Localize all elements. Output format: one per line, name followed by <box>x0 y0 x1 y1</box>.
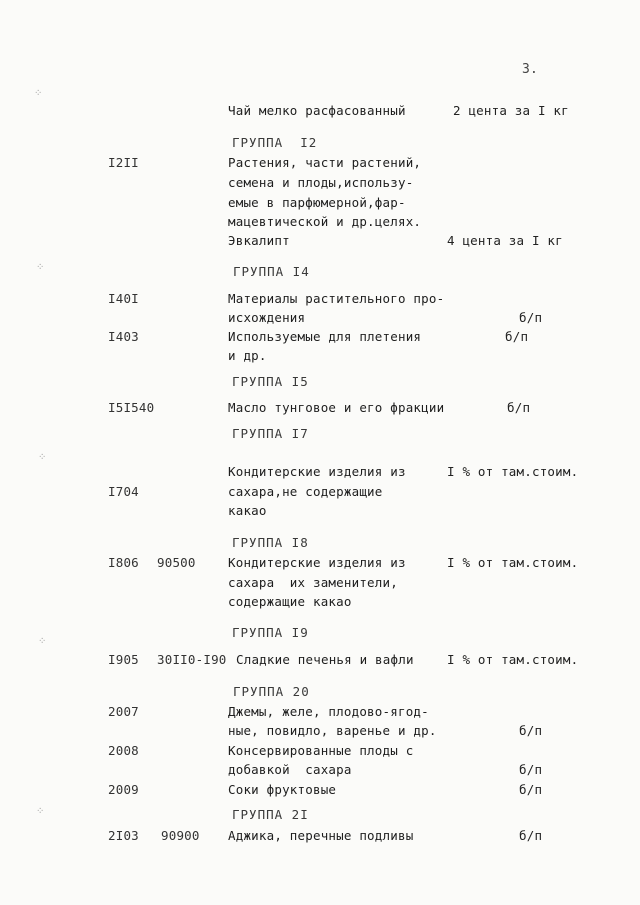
item-rate: б/п <box>505 329 529 344</box>
margin-smudge: ⁘ <box>34 88 43 99</box>
item-description-line: Кондитерские изделия из <box>228 555 406 570</box>
item-code: 2008 <box>108 743 139 758</box>
item-description: Аджика, перечные подливы <box>228 828 414 843</box>
item-description-line: сахара,не содержащие <box>228 484 383 499</box>
item-description-line: сахара их заменители, <box>228 575 398 590</box>
item-code: I2II <box>108 155 139 170</box>
item-subcode: 90900 <box>161 828 200 843</box>
item-description-line: Джемы, желе, плодово-ягод- <box>228 704 429 719</box>
item-description: Соки фруктовые <box>228 782 337 797</box>
item-description-line: Материалы растительного про- <box>228 291 445 306</box>
item-rate: б/п <box>519 723 543 738</box>
group-heading: ГРУППА I7 <box>232 426 309 441</box>
item-description: Сладкие печенья и вафли <box>236 652 414 667</box>
item-description-line: исхождения <box>228 310 306 325</box>
item-subcode: 30II0-I90 <box>157 652 227 667</box>
item-rate: I % от там.стоим. <box>447 464 579 479</box>
item-description-line: семена и плоды,использу- <box>228 175 414 190</box>
item-description-line: добавкой сахара <box>228 762 352 777</box>
item-description-line: Используемые для плетения <box>228 329 422 344</box>
margin-smudge: ⁘ <box>38 452 47 463</box>
group-heading: ГРУППА I5 <box>232 374 309 389</box>
item-description: Масло тунговое и его фракции <box>228 400 445 415</box>
item-code: I403 <box>108 329 139 344</box>
item-rate: б/п <box>507 400 531 415</box>
item-rate: 2 цента за I кг <box>453 103 569 118</box>
item-description-line: содержащие какао <box>228 594 352 609</box>
item-rate: б/п <box>519 828 543 843</box>
item-rate: б/п <box>519 762 543 777</box>
item-rate: I % от там.стоим. <box>447 555 579 570</box>
item-rate: б/п <box>519 310 543 325</box>
margin-smudge: ⁘ <box>36 262 45 273</box>
group-heading: ГРУППА I2 <box>232 135 318 150</box>
item-description-line: Растения, части растений, <box>228 155 422 170</box>
group-heading: ГРУППА I9 <box>232 625 309 640</box>
item-code: 2I03 <box>108 828 139 843</box>
group-heading: ГРУППА 20 <box>233 684 310 699</box>
item-description-line: Консервированные плоды с <box>228 743 414 758</box>
group-heading: ГРУППА I8 <box>232 535 309 550</box>
item-description-line: Кондитерские изделия из <box>228 464 406 479</box>
item-code: I905 <box>108 652 139 667</box>
item-code: 2007 <box>108 704 139 719</box>
group-heading: ГРУППА I4 <box>233 264 310 279</box>
page-number: 3. <box>522 62 539 77</box>
margin-smudge: ⁘ <box>36 806 45 817</box>
margin-smudge: ⁘ <box>38 636 47 647</box>
item-description-line: Эвкалипт <box>228 233 290 248</box>
item-rate: 4 цента за I кг <box>447 233 563 248</box>
item-description-line: какао <box>228 503 267 518</box>
item-code: I806 <box>108 555 139 570</box>
item-code: I704 <box>108 484 139 499</box>
item-description-line: ные, повидло, варенье и др. <box>228 723 437 738</box>
item-description-line: мацевтической и др.целях. <box>228 214 422 229</box>
item-code: I40I <box>108 291 139 306</box>
item-code: I5I540 <box>108 400 155 415</box>
item-rate: I % от там.стоим. <box>447 652 579 667</box>
item-description: Чай мелко расфасованный <box>228 103 406 118</box>
item-description-line: емые в парфюмерной,фар- <box>228 195 406 210</box>
item-description-line: и др. <box>228 348 267 363</box>
group-heading: ГРУППА 2I <box>232 807 309 822</box>
item-code: 2009 <box>108 782 139 797</box>
item-subcode: 90500 <box>157 555 196 570</box>
item-rate: б/п <box>519 782 543 797</box>
